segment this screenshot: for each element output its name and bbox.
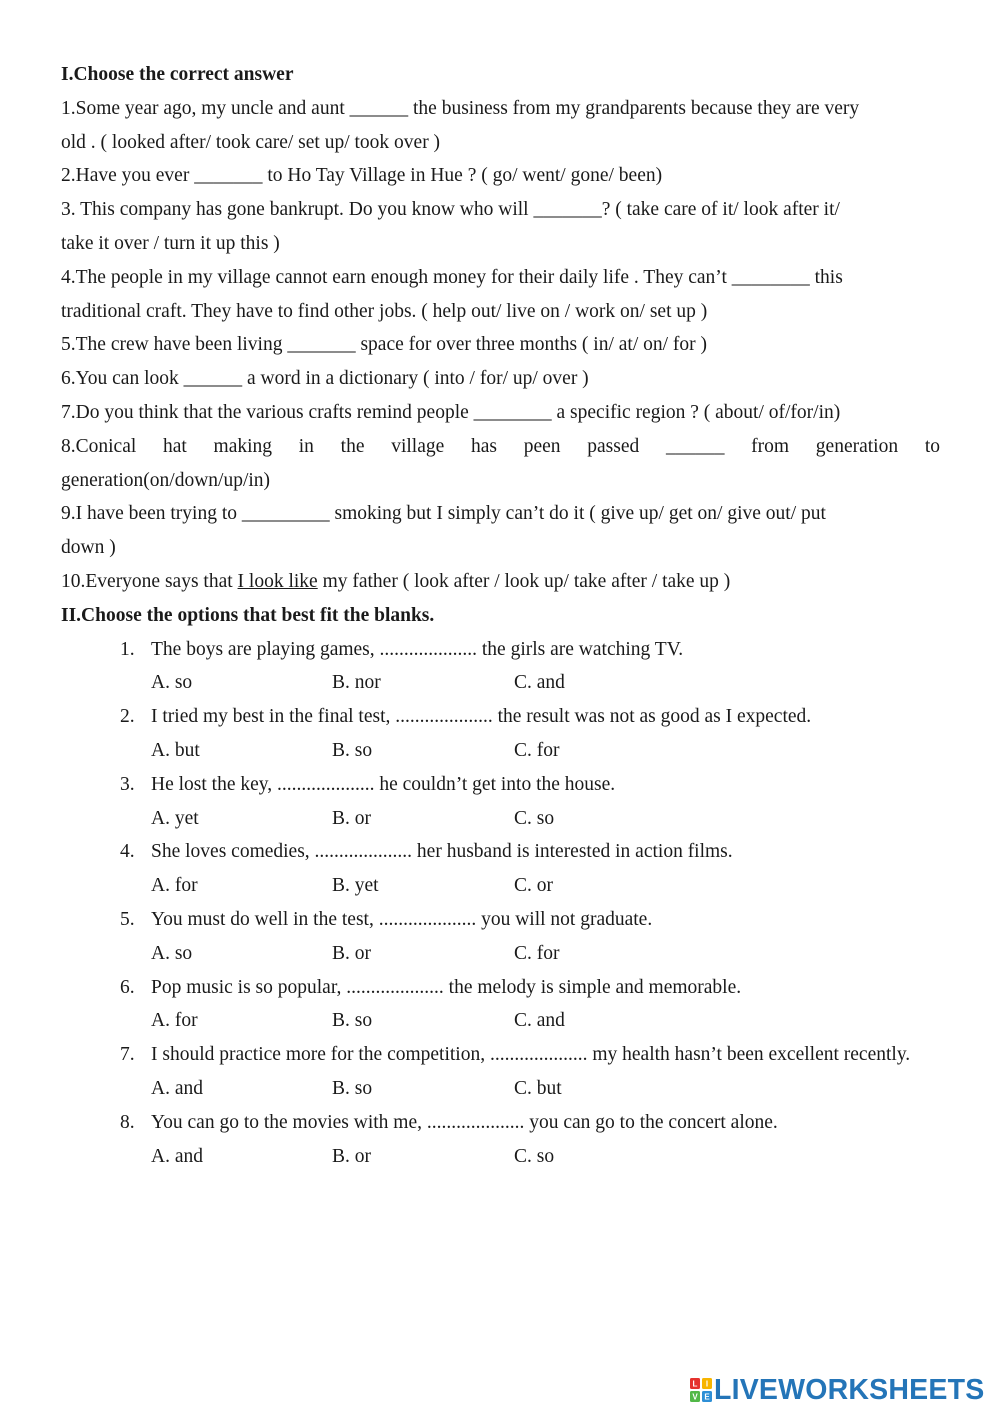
worksheet-page: [61, 58, 940, 1173]
section-1-question: [61, 430, 940, 498]
section-1-question: [61, 261, 940, 329]
question-text: You can go to the movies with me, .................... you can go to the concert alone.: [151, 1111, 778, 1133]
question-line: traditional craft. They have to find other jobs. ( help out/ live on / work on/ set up ): [61, 300, 708, 322]
question-line: 2.Have you ever _______ to Ho Tay Village in Hue ? ( go/ went/ gone/ been): [61, 165, 663, 187]
answer-options: [151, 1140, 940, 1174]
question-text: 10.Everyone says that: [61, 570, 238, 592]
section-2-title: II.Choose the options that best fit the blanks.: [61, 604, 435, 626]
option-c[interactable]: C. so: [514, 1145, 555, 1167]
option-a[interactable]: A. for: [151, 875, 198, 897]
question-line: 9.I have been trying to _________ smoking but I simply can’t do it ( give up/ get on/ give out/ put: [61, 503, 826, 525]
section-1-question: [61, 92, 940, 160]
svg-text:V: V: [692, 1392, 698, 1402]
answer-options: [151, 802, 940, 836]
svg-text:E: E: [704, 1392, 710, 1402]
question-text: I should practice more for the competition, .................... my health hasn’t been excellent recently.: [151, 1044, 911, 1066]
multiple-choice-question: [61, 903, 940, 971]
multiple-choice-question: [61, 1038, 940, 1106]
section-1-question: [61, 396, 940, 430]
question-line: down ): [61, 537, 116, 559]
option-b[interactable]: B. or: [332, 1145, 371, 1167]
option-a[interactable]: A. so: [151, 942, 193, 964]
option-a[interactable]: A. yet: [151, 807, 199, 829]
liveworksheets-logo-icon: [690, 1378, 712, 1402]
option-b[interactable]: B. or: [332, 942, 371, 964]
liveworksheets-brand: [690, 1374, 984, 1406]
question-text: The boys are playing games, .................... the girls are watching TV.: [151, 638, 684, 660]
multiple-choice-question: [61, 835, 940, 903]
option-b[interactable]: B. so: [332, 739, 373, 761]
option-b[interactable]: B. so: [332, 1077, 373, 1099]
multiple-choice-question: [61, 700, 940, 768]
section-1-question: [61, 497, 940, 565]
question-text: She loves comedies, .................... her husband is interested in action films.: [151, 841, 733, 863]
question-number: 2.: [120, 706, 135, 728]
option-b[interactable]: B. nor: [332, 672, 381, 694]
option-c[interactable]: C. but: [514, 1077, 562, 1099]
question-number: 7.: [120, 1044, 135, 1066]
option-c[interactable]: C. or: [514, 875, 553, 897]
option-c[interactable]: C. for: [514, 739, 560, 761]
option-b[interactable]: B. or: [332, 807, 371, 829]
multiple-choice-list: [61, 633, 940, 1174]
multiple-choice-question: [61, 971, 940, 1039]
question-line: old . ( looked after/ took care/ set up/ took over ): [61, 131, 441, 153]
answer-options: [151, 1072, 940, 1106]
answer-options: [151, 734, 940, 768]
question-number: 3.: [120, 773, 135, 795]
option-a[interactable]: A. but: [151, 739, 200, 761]
option-a[interactable]: A. for: [151, 1010, 198, 1032]
option-c[interactable]: C. and: [514, 1010, 565, 1032]
question-line: 6.You can look ______ a word in a dictionary ( into / for/ up/ over ): [61, 368, 589, 390]
option-c[interactable]: C. so: [514, 807, 555, 829]
question-text: He lost the key, .................... he couldn’t get into the house.: [151, 773, 616, 795]
question-number: 5.: [120, 908, 135, 930]
question-number: 8.: [120, 1111, 135, 1133]
question-line: generation(on/down/up/in): [61, 469, 271, 491]
question-line: 4.The people in my village cannot earn enough money for their daily life . They can’t ________ this: [61, 266, 843, 288]
svg-text:I: I: [705, 1379, 709, 1389]
question-number: 4.: [120, 841, 135, 863]
section-1-question: [61, 193, 940, 261]
multiple-choice-question: [61, 768, 940, 836]
question-number: 1.: [120, 638, 135, 660]
brand-name: LIVEWORKSHEETS: [714, 1374, 985, 1406]
question-line: 5.The crew have been living _______ space for over three months ( in/ at/ on/ for ): [61, 334, 708, 356]
answer-options: [151, 937, 940, 971]
option-c[interactable]: C. and: [514, 672, 565, 694]
section-1-question: [61, 328, 940, 362]
section-1-title: I.Choose the correct answer: [61, 64, 294, 85]
option-c[interactable]: C. for: [514, 942, 560, 964]
question-line: take it over / turn it up this ): [61, 232, 280, 254]
answer-options: [151, 666, 940, 700]
question-line: 7.Do you think that the various crafts remind people ________ a specific region ? ( about/ of/for/in): [61, 401, 841, 423]
question-text: I tried my best in the final test, .................... the result was not as good as I expected.: [151, 706, 812, 728]
section-1-question: [61, 159, 940, 193]
option-a[interactable]: A. and: [151, 1077, 203, 1099]
question-text: Pop music is so popular, .................... the melody is simple and memorable.: [151, 976, 742, 998]
question-text: You must do well in the test, .................... you will not graduate.: [151, 908, 653, 930]
question-line: [61, 565, 940, 599]
answer-options: [151, 869, 940, 903]
section-1-question: [61, 565, 940, 599]
answer-options: [151, 1004, 940, 1038]
option-b[interactable]: B. so: [332, 1010, 373, 1032]
question-line: 8.Conical hat making in the village has peen passed ______ from generation to: [61, 435, 940, 457]
question-text: my father ( look after / look up/ take after / take up ): [317, 570, 731, 592]
underlined-phrase: I look like: [237, 570, 318, 592]
multiple-choice-question: [61, 1106, 940, 1174]
multiple-choice-question: [61, 633, 940, 701]
option-a[interactable]: A. so: [151, 672, 193, 694]
question-line: 1.Some year ago, my uncle and aunt ______ the business from my grandparents because they are very: [61, 97, 860, 119]
section-1-question: [61, 362, 940, 396]
svg-text:L: L: [692, 1379, 698, 1389]
question-line: 3. This company has gone bankrupt. Do you know who will _______? ( take care of it/ look after it/: [61, 199, 840, 221]
option-b[interactable]: B. yet: [332, 875, 379, 897]
option-a[interactable]: A. and: [151, 1145, 203, 1167]
question-number: 6.: [120, 976, 135, 998]
